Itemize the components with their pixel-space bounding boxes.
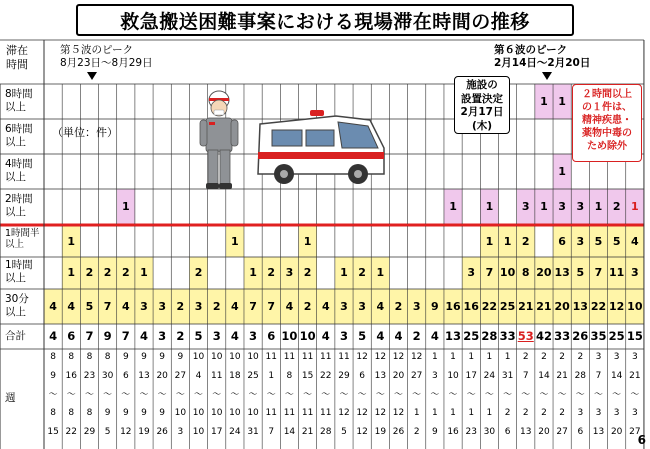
row-label: 30分 以上 (5, 292, 29, 318)
cell-value-m30: 2 (176, 299, 185, 313)
cell-value-h2: 1 (540, 199, 548, 213)
row-label: 週 (5, 392, 16, 404)
cell-value-h4: 1 (558, 164, 566, 178)
cell-value-m30: 21 (518, 299, 534, 313)
unit-label: （単位：件） (52, 126, 118, 139)
row-label: 8時間 以上 (5, 87, 33, 113)
cell-value-total: 10 (299, 328, 316, 343)
cell-value-h15: 5 (594, 234, 603, 248)
week-dates: 11 15 ～ 11 21 (301, 352, 314, 438)
cell-value-m30: 22 (481, 299, 498, 313)
week-dates: 11 29 ～ 12 5 (338, 352, 350, 438)
cell-value-m30: 25 (499, 299, 516, 313)
row-label: 1時間半 以上 (5, 227, 40, 251)
cell-value-h15: 1 (503, 234, 512, 248)
cell-value-h15: 4 (631, 234, 639, 248)
cell-value-m30: 3 (340, 299, 348, 313)
cell-value-m30: 4 (121, 299, 130, 313)
cell-value-h1: 1 (67, 266, 76, 279)
cell-value-total: 33 (499, 328, 516, 343)
cell-value-h2: 1 (485, 199, 494, 213)
cell-value-m30: 4 (321, 299, 330, 313)
header-label: 滞在 時間 (6, 44, 28, 72)
cell-value-m30: 4 (231, 299, 239, 313)
cell-value-total: 26 (572, 328, 589, 343)
week-dates: 9 20 ～ 9 26 (156, 352, 168, 438)
cell-value-total: 4 (230, 328, 239, 343)
cell-value-h1: 2 (121, 266, 130, 279)
cell-value-total: 4 (321, 328, 330, 343)
cell-value-total: 42 (535, 328, 552, 343)
cell-value-h1: 10 (499, 266, 516, 279)
cell-value-m30: 2 (303, 299, 312, 313)
cell-value-total: 9 (103, 328, 112, 343)
week-dates: 1 24 ～ 1 30 (483, 352, 496, 438)
wave5-peak: 第５波のピーク 8月23日～8月29日 (60, 44, 153, 69)
facility-note: 施設の 設置決定 2月17日 (木) (454, 76, 510, 134)
week-dates: 8 9 ～ 8 15 (47, 352, 59, 438)
cell-value-m30: 3 (358, 299, 366, 313)
cell-value-h2: 2 (612, 199, 621, 213)
cell-value-m30: 21 (536, 299, 552, 313)
week-dates: 11 22 ～ 11 28 (320, 352, 332, 438)
cell-value-h1: 13 (554, 266, 570, 279)
cell-value-m30: 2 (212, 299, 221, 313)
week-dates: 3 7 ～ 3 13 (592, 352, 605, 438)
cell-value-m30: 20 (554, 299, 570, 313)
cell-value-m30: 4 (376, 299, 385, 313)
week-dates: 3 14 ～ 3 20 (610, 352, 623, 438)
week-dates: 1 31 ～ 2 6 (501, 352, 514, 438)
cell-value-h2: 3 (521, 199, 530, 213)
week-dates: 8 23 ～ 8 29 (83, 352, 96, 438)
cell-value-m30: 13 (572, 299, 588, 313)
week-dates: 2 7 ～ 2 13 (520, 352, 532, 438)
cell-value-h1: 7 (594, 266, 603, 279)
cell-value-h2: 3 (558, 199, 566, 213)
cell-value-m30: 16 (463, 299, 479, 313)
week-dates: 2 21 ～ 2 27 (556, 352, 568, 438)
wave5-arrow-icon (87, 72, 97, 80)
cell-value-total: 33 (554, 328, 571, 343)
cell-value-total: 6 (67, 328, 76, 343)
cell-value-h1: 3 (631, 266, 639, 279)
row-label: 6時間 以上 (5, 122, 33, 148)
page-title: 救急搬送困難事案における現場滞在時間の推移 (76, 4, 574, 36)
week-dates: 9 6 ～ 9 12 (120, 352, 132, 438)
cell-value-h1: 2 (303, 266, 312, 279)
week-dates: 10 4 ～ 10 10 (192, 352, 205, 438)
week-dates: 8 16 ～ 8 22 (65, 352, 77, 438)
cell-value-h15: 5 (612, 234, 621, 248)
cell-value-total: 6 (267, 328, 276, 343)
week-dates: 10 11 ～ 10 17 (210, 352, 223, 438)
cell-value-total: 2 (412, 328, 421, 343)
cell-value-m30: 3 (140, 299, 148, 313)
cell-value-m30: 9 (431, 299, 439, 313)
cell-value-m30: 10 (627, 299, 643, 313)
cell-value-total: 35 (590, 328, 607, 343)
week-dates: 10 25 ～ 10 31 (247, 352, 259, 438)
cell-value-h1: 7 (485, 266, 494, 279)
cell-value-h1: 20 (536, 266, 552, 279)
week-dates: 1 3 ～ 1 9 (430, 352, 440, 438)
week-dates: 11 1 ～ 11 7 (265, 352, 277, 438)
cell-value-total: 4 (430, 328, 439, 343)
cell-value-total: 5 (358, 328, 367, 343)
cell-value-h1: 1 (249, 266, 257, 279)
wave6-peak: 第６波のピーク 2月14日～2月20日 (494, 44, 591, 69)
week-dates: 11 8 ～ 11 14 (283, 352, 296, 438)
row-label: 4時間 以上 (5, 157, 33, 183)
cell-value-m30: 2 (394, 299, 403, 313)
week-dates: 1 17 ～ 1 23 (465, 352, 477, 438)
paramedic-illustration (196, 88, 242, 192)
cell-value-m30: 12 (609, 299, 625, 313)
cell-value-h2: 3 (576, 199, 585, 213)
cell-value-h1: 2 (103, 266, 112, 279)
week-dates: 12 20 ～ 12 26 (392, 352, 405, 438)
cell-value-m30: 4 (285, 299, 294, 313)
cell-value-h1: 2 (358, 266, 366, 279)
cell-value-m30: 7 (249, 299, 257, 313)
cell-value-total: 4 (139, 328, 148, 343)
cell-value-m30: 4 (67, 299, 76, 313)
cell-value-h1: 1 (140, 266, 148, 279)
cell-value-total: 3 (339, 328, 348, 343)
cell-value-total: 25 (608, 328, 625, 343)
cell-value-h1: 1 (340, 266, 348, 279)
cell-value-h1: 2 (267, 266, 276, 279)
cell-value-h8: 1 (540, 94, 548, 108)
cell-value-h15: 6 (558, 234, 566, 248)
cell-value-total: 13 (445, 328, 462, 343)
row-label: 1時間 以上 (5, 259, 33, 285)
cell-value-m30: 3 (194, 299, 203, 313)
cell-value-total: 4 (376, 328, 385, 343)
cell-value-total: 2 (176, 328, 185, 343)
week-dates: 12 27 ～ 1 2 (410, 352, 423, 438)
cell-value-h2: 1 (121, 199, 130, 213)
cell-value-m30: 3 (158, 299, 166, 313)
week-dates: 2 28 ～ 3 6 (574, 352, 587, 438)
cell-value-h15: 1 (67, 234, 76, 248)
cell-value-total: 5 (194, 328, 203, 343)
cell-value-h1: 3 (467, 266, 476, 279)
cell-value-m30: 16 (445, 299, 461, 313)
cell-value-h1: 1 (376, 266, 385, 279)
cell-value-h15: 1 (485, 234, 494, 248)
wave6-arrow-icon (542, 72, 552, 80)
cell-value-total: 4 (49, 328, 58, 343)
cell-value-m30: 4 (49, 299, 57, 313)
cell-value-h1: 5 (576, 266, 585, 279)
cell-value-m30: 7 (267, 299, 276, 313)
row-label: 2時間 以上 (5, 192, 33, 218)
week-dates: 3 21 ～ 3 27 (629, 352, 641, 438)
cell-value-h1: 2 (194, 266, 203, 279)
exclusion-note: ２時間以上 の１件は、 精神疾患・ 薬物中毒の ため除外 (572, 84, 642, 162)
cell-value-h8: 1 (558, 94, 566, 108)
week-dates: 8 30 ～ 9 5 (101, 352, 114, 438)
cell-value-total: 3 (158, 328, 167, 343)
page-number: 6 (637, 433, 646, 447)
row-label: 合計 (5, 329, 26, 342)
cell-value-total: 25 (463, 328, 480, 343)
cell-value-total: 10 (281, 328, 298, 343)
cell-value-total: 53 (517, 328, 534, 343)
week-dates: 1 10 ～ 1 16 (447, 352, 459, 438)
cell-value-h15: 1 (303, 234, 312, 248)
cell-value-m30: 3 (412, 299, 421, 313)
cell-value-h1: 2 (85, 266, 94, 279)
cell-value-h15: 3 (576, 234, 585, 248)
cell-value-total: 3 (212, 328, 221, 343)
week-dates: 12 6 ～ 12 12 (356, 352, 368, 438)
cell-value-total: 7 (121, 328, 130, 343)
week-dates: 9 27 ～ 10 3 (174, 352, 187, 438)
cell-value-total: 3 (249, 328, 258, 343)
cell-value-h2: 1 (449, 199, 457, 213)
cell-value-h2: 1 (594, 199, 603, 213)
cell-value-h1: 11 (609, 266, 625, 279)
cell-value-h15: 1 (231, 234, 239, 248)
week-dates: 12 13 ～ 12 19 (374, 352, 387, 438)
week-dates: 9 13 ～ 9 19 (138, 352, 150, 438)
cell-value-total: 28 (481, 328, 498, 343)
cell-value-h2: 1 (631, 199, 639, 213)
cell-value-total: 15 (626, 328, 643, 343)
week-dates: 10 18 ～ 10 24 (229, 352, 241, 438)
week-dates: 2 14 ～ 2 20 (538, 352, 550, 438)
cell-value-total: 4 (394, 328, 403, 343)
cell-value-m30: 5 (85, 299, 94, 313)
ambulance-illustration (250, 104, 390, 190)
cell-value-h1: 8 (521, 266, 530, 279)
cell-value-m30: 22 (590, 299, 607, 313)
cell-value-total: 7 (85, 328, 94, 343)
cell-value-h1: 3 (285, 266, 294, 279)
cell-value-h15: 2 (521, 234, 530, 248)
cell-value-m30: 7 (103, 299, 112, 313)
